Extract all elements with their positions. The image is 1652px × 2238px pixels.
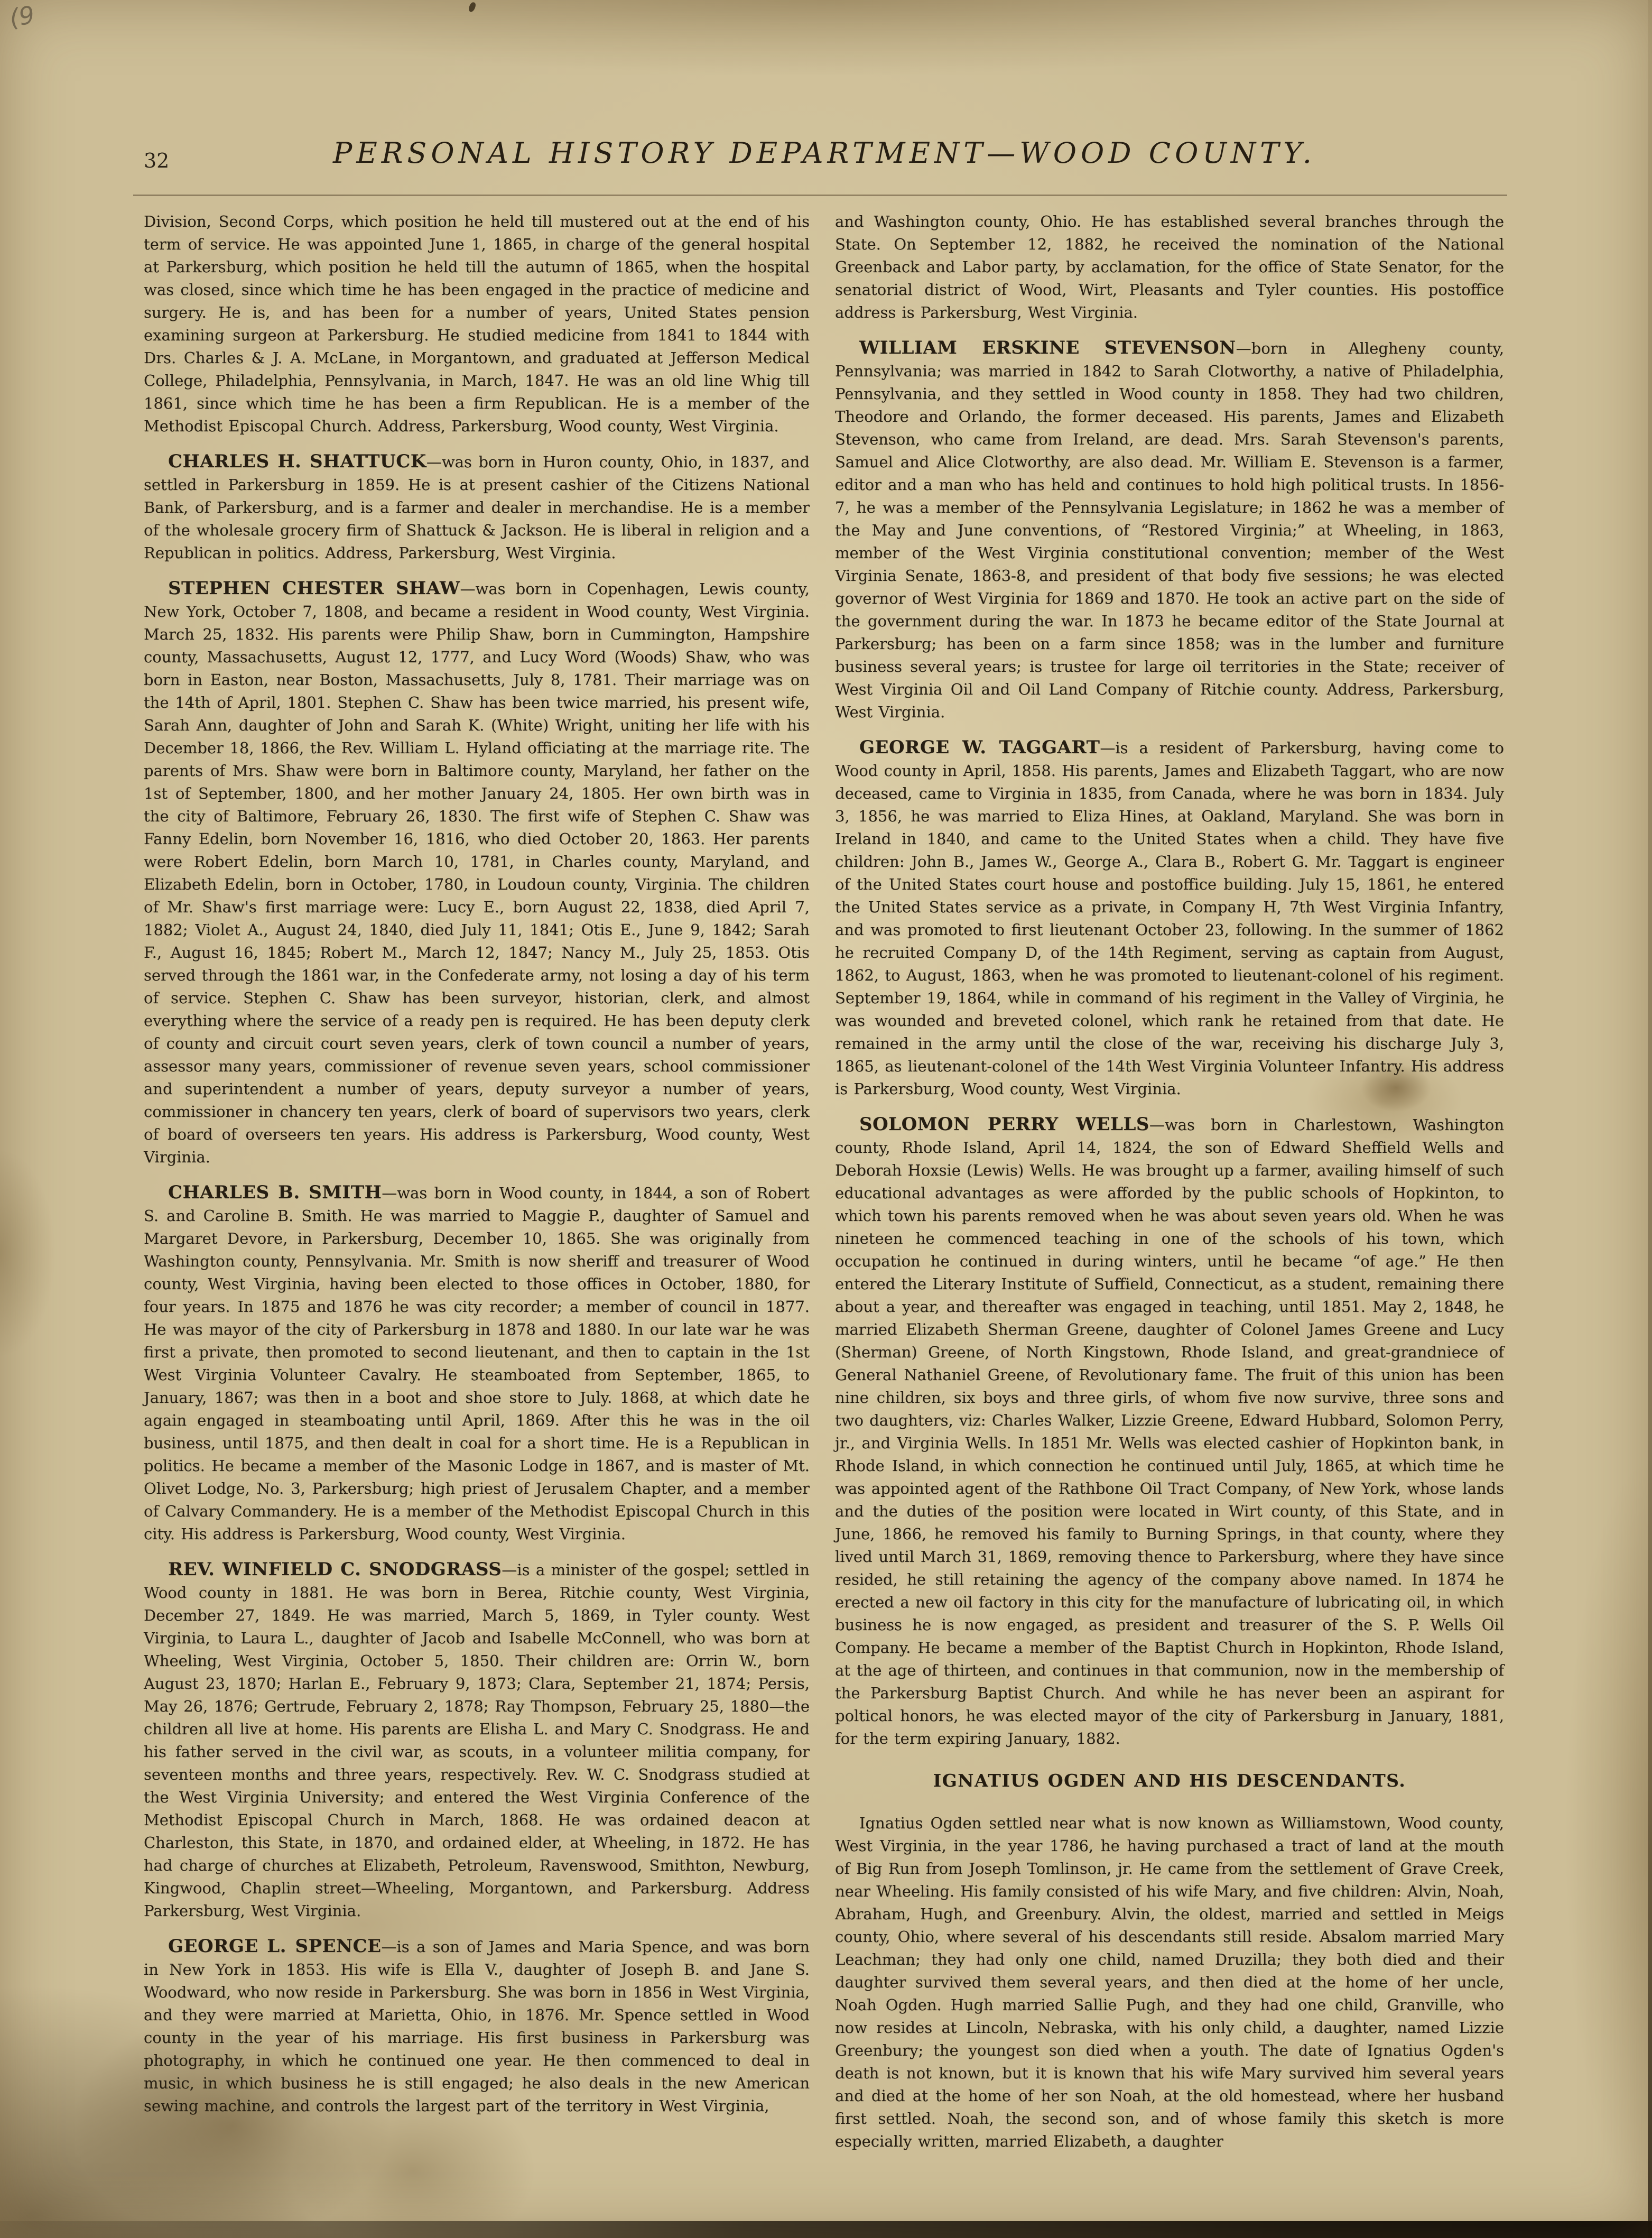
header-rule	[133, 195, 1507, 196]
right-column	[835, 210, 1504, 2166]
entry-name-shattuck: CHARLES H. SHATTUCK	[168, 451, 426, 472]
ink-speck	[468, 2, 476, 13]
bio-entry-spence	[144, 1935, 810, 2117]
entry-text-spence: —is a son of James and Maria Spence, and was born in New York in 1853. His wife is Ella V., daughter of Joseph B. and Jane S. Woodward, who now reside in Parkersburg. She was born in 1856 in West Virginia, and they were married at Marietta, Ohio, in 1876. Mr. Spence settled in Wood county in the year of his marriage. His first business in Parkersburg was photography, in which he continued one year. He then commenced to deal in music, in which business he is still engaged; he also deals in the new American sewing machine, and controls the largest part of the territory in West Virginia,	[144, 1938, 810, 2115]
bio-entry-ogden: Ignatius Ogden settled near what is now known as Williamstown, Wood county, West Virginia, in the year 1786, he having purchased a tract of land at the mouth of Big Run from Joseph Tomlinson, jr. He came from the settlement of Grave Creek, near Wheeling. His family consisted of his wife Mary, and five children: Alvin, Noah, Abraham, Hugh, and Greenbury. Alvin, the oldest, married and settled in Meigs county, Ohio, where several of his descendants still reside. Absalom married Mary Leachman; they had only one child, named Druzilla; they both died and their daughter survived them several years, and then died at the home of her uncle, Noah Ogden. Hugh married Sallie Pugh, and they had one child, Granville, who now resides at Lincoln, Nebraska, with his only child, a daughter, named Lizzie Greenbury; the youngest son died when a youth. The date of Ignatius Ogden's death is not known, but it is known that his wife Mary survived him several years and died at the home of her son Noah, at the old homestead, where her husband first settled. Noah, the second son, and of whose family this sketch is more especially written, married Elizabeth, a daughter	[835, 1814, 1504, 2150]
entry-name-smith: CHARLES B. SMITH	[168, 1182, 382, 1203]
bio-entry-shaw	[144, 577, 810, 1169]
entry-name-stevenson: WILLIAM ERSKINE STEVENSON	[859, 337, 1236, 358]
entry-text-snodgrass: —is a minister of the gospel; settled in Wood county in 1881. He was born in Berea, Ritchie county, West Virginia, December 27, 1849. He was married, March 5, 1869, in Tyler county. West Virginia, to Laura L., daughter of Jacob and Isabelle McConnell, who was born at Wheeling, West Virginia, October 5, 1850. Their children are: Orrin W., born August 23, 1870; Harlan E., February 9, 1873; Clara, September 21, 1874; Persis, May 26, 1876; Gertrude, February 2, 1878; Ray Thompson, February 25, 1880—the children all live at home. His parents are Elisha L. and Mary C. Snodgrass. He and his father served in the civil war, as scouts, in a volunteer militia company, for seventeen months and three years, respectively. Rev. W. C. Snodgrass studied at the West Virginia University; and entered the West Virginia Conference of the Methodist Episcopal Church in March, 1868. He was ordained deacon at Charleston, this State, in 1870, and ordained elder, at Wheeling, in 1872. He has had charge of churches at Elizabeth, Petroleum, Ravenswood, Smithton, Newburg, Kingwood, Chaplin street—Wheeling, Morgantown, and Parkersburg. Address Parkersburg, West Virginia.	[144, 1561, 810, 1920]
bio-entry-wells	[835, 1113, 1504, 1750]
page-title: PERSONAL HISTORY DEPARTMENT—WOOD COUNTY.	[333, 136, 1316, 170]
left-column	[144, 210, 810, 2130]
page-number: 32	[144, 149, 170, 172]
entry-text-taggart: —is a resident of Parkersburg, having come to Wood county in April, 1858. His parents, James and Elizabeth Taggart, who are now deceased, came to Virginia in 1835, from Canada, where he was born in 1834. July 3, 1856, he was married to Eliza Hines, at Oakland, Maryland. She was born in Ireland in 1840, and came to the United States when a child. They have five children: John B., James W., George A., Clara B., Robert G. Mr. Taggart is engineer of the United States court house and postoffice building. July 15, 1861, he entered the United States service as a private, in Company H, 7th West Virginia Infantry, and was promoted to first lieutenant October 23, following. In the summer of 1862 he recruited Company D, of the 14th Regiment, serving as captain from August, 1862, to August, 1863, when he was promoted to lieutenant-colonel of his regiment. September 19, 1864, while in command of his regiment in the Valley of Virginia, he was wounded and breveted colonel, which rank he retained from that date. He remained in the army until the close of the war, receiving his discharge July 3, 1865, as lieutenant-colonel of the 14th West Virginia Volunteer Infantry. His address is Parkersburg, Wood county, West Virginia.	[835, 739, 1504, 1098]
entry-name-taggart: GEORGE W. TAGGART	[859, 737, 1100, 758]
entry-text-shattuck: —was born in Huron county, Ohio, in 1837, and settled in Parkersburg in 1859. He is at present cashier of the Citizens National Bank, of Parkersburg, and is a farmer and dealer in merchandise. He is a member of the wholesale grocery firm of Shattuck & Jackson. He is liberal in religion and a Republican in politics. Address, Parkersburg, West Virginia.	[144, 453, 810, 562]
entry-name-shaw: STEPHEN CHESTER SHAW	[168, 578, 460, 599]
entry-text-smith: —was born in Wood county, in 1844, a son of Robert S. and Caroline B. Smith. He was married to Maggie P., daughter of Samuel and Margaret Devore, in Parkersburg, December 10, 1865. She was originally from Washington county, Pennsylvania. Mr. Smith is now sheriff and treasurer of Wood county, West Virginia, having been elected to those offices in October, 1880, for four years. In 1875 and 1876 he was city recorder; a member of council in 1877. He was mayor of the city of Parkersburg in 1878 and 1880. In our late war he was first a private, then promoted to second lieutenant, and then to captain in the 1st West Virginia Volunteer Cavalry. He steamboated from September, 1865, to January, 1867; was then in a boot and shoe store to July. 1868, at which date he again engaged in steamboating until April, 1869. After this he was in the oil business, until 1875, and then dealt in coal for a short time. He is a Republican in politics. He became a member of the Masonic Lodge in 1867, and is master of Mt. Olivet Lodge, No. 3, Parkersburg; high priest of Jerusalem Chapter, and a member of Calvary Commandery. He is a member of the Methodist Episcopal Church in this city. His address is Parkersburg, Wood county, West Virginia.	[144, 1184, 810, 1543]
scan-edge-bottom	[0, 2221, 1652, 2238]
entry-name-snodgrass: REV. WINFIELD C. SNODGRASS	[168, 1559, 502, 1580]
bio-entry-smith	[144, 1181, 810, 1546]
entry-text-stevenson: —born in Allegheny county, Pennsylvania; was married in 1842 to Sarah Clotworthy, a native of Philadelphia, Pennsylvania, and they settled in Wood county in 1858. They had two children, Theodore and Orlando, the former deceased. His parents, James and Elizabeth Stevenson, who came from Ireland, are dead. Mrs. Sarah Stevenson's parents, Samuel and Alice Clotworthy, are also dead. Mr. William E. Stevenson is a farmer, editor and a man who has held and continues to hold high political trusts. In 1856-7, he was a member of the Pennsylvania Legislature; in 1862 he was a member of the May and June conventions, of “Restored Virginia;” at Wheeling, in 1863, member of the West Virginia constitutional convention; member of the West Virginia Senate, 1863-8, and president of that body five sessions; he was elected governor of West Virginia for 1869 and 1870. He took an active part on the side of the government during the war. In 1873 he became editor of the State Journal at Parkersburg; has been on a farm since 1858; was in the lumber and furniture business several years; is trustee for large oil territories in the State; receiver of West Virginia Oil and Oil Land Company of Ritchie county. Address, Parkersburg, West Virginia.	[835, 339, 1505, 721]
entry-text-wells: —was born in Charlestown, Washington county, Rhode Island, April 14, 1824, the son of Edward Sheffield Wells and Deborah Hoxsie (Lewis) Wells. He was brought up a farmer, availing himself of such educational advantages as were afforded by the public schools of Hopkinton, to which town his parents removed when he was about seven years old. When he was nineteen he commenced teaching in one of the schools of his town, which occupation he continued in during winters, until he became “of age.” He then entered the Literary Institute of Suffield, Connecticut, as a student, remaining there about a year, and thereafter was engaged in teaching, until 1851. May 2, 1848, he married Elizabeth Sherman Greene, daughter of Colonel James Greene and Lucy (Sherman) Greene, of North Kingstown, Rhode Island, and great-grandniece of General Nathaniel Greene, of Revolutionary fame. The fruit of this union has been nine children, six boys and three girls, of whom five now survive, three sons and two daughters, viz: Charles Walker, Lizzie Greene, Edward Hubbard, Solomon Perry, jr., and Virginia Wells. In 1851 Mr. Wells was elected cashier of Hopkinton bank, in Rhode Island, in which connection he continued until July, 1865, at which time he was appointed agent of the Rathbone Oil Tract Company, of New York, whose lands and the duties of the position were located in Wirt county, of this State, and in June, 1866, he removed his family to Burning Springs, in that county, where they lived until March 31, 1869, removing thence to Parkersburg, where they have since resided, he still retaining the agency of the company above named. In 1874 he erected a new oil factory in this city for the manufacture of lubricating oil, in which business he is now engaged, as president and treasurer of the S. P. Wells Oil Company. He became a member of the Baptist Church in Hopkinton, Rhode Island, at the age of thirteen, and continues in that communion, now in the membership of the Parkersburg Baptist Church. And while he has never been an aspirant for poltical honors, he was elected mayor of the city of Parkersburg in January, 1881, for the term expiring January, 1882.	[835, 1116, 1504, 1747]
bio-entry-snodgrass	[144, 1558, 810, 1922]
scan-edge-right	[1648, 0, 1652, 2238]
bio-continuation-left: Division, Second Corps, which position he held till mustered out at the end of his term of service. He was appointed June 1, 1865, in charge of the general hospital at Parkersburg, which position he held till the autumn of 1865, when the hospital was closed, since which time he has been engaged in the practice of medicine and surgery. He is, and has been for a number of years, United States pension examining surgeon at Parkersburg. He studied medicine from 1841 to 1844 with Drs. Charles & J. A. McLane, in Morgantown, and graduated at Jefferson Medical College, Philadelphia, Pennsylvania, in March, 1847. He was an old line Whig till 1861, since which time he has been a firm Republican. He is a member of the Methodist Episcopal Church. Address, Parkersburg, Wood county, West Virginia.	[144, 212, 810, 435]
entry-name-wells: SOLOMON PERRY WELLS	[859, 1114, 1149, 1135]
bio-entry-shattuck	[144, 450, 810, 565]
bio-entry-taggart	[835, 736, 1504, 1100]
bio-entry-stevenson	[835, 337, 1504, 724]
handwritten-mark: (9	[7, 0, 37, 33]
entry-text-shaw: —was born in Copenhagen, Lewis county, New York, October 7, 1808, and became a resident in Wood county, West Virginia. March 25, 1832. His parents were Philip Shaw, born in Cummington, Hampshire county, Massachusetts, August 12, 1777, and Lucy Word (Woods) Shaw, who was born in Easton, near Boston, Massachusetts, July 8, 1781. Their marriage was on the 14th of April, 1801. Stephen C. Shaw has been twice married, his present wife, Sarah Ann, daughter of John and Sarah K. (White) Wright, uniting her life with his December 18, 1866, the Rev. William L. Hyland officiating at the marriage rite. The parents of Mrs. Shaw were born in Baltimore county, Maryland, her father on the 1st of September, 1800, and her mother January 24, 1805. Her own birth was in the city of Baltimore, February 26, 1830. The first wife of Stephen C. Shaw was Fanny Edelin, born November 16, 1816, who died October 20, 1863. Her parents were Robert Edelin, born March 10, 1781, in Charles county, Maryland, and Elizabeth Edelin, born in October, 1780, in Loudoun county, Virginia. The children of Mr. Shaw's first marriage were: Lucy E., born August 22, 1838, died April 7, 1882; Violet A., August 24, 1840, died July 11, 1841; Otis E., June 9, 1842; Sarah F., August 16, 1845; Robert M., March 12, 1847; Nancy M., July 25, 1853. Otis served through the 1861 war, in the Confederate army, not losing a day of his term of service. Stephen C. Shaw has been surveyor, historian, clerk, and almost everything where the service of a ready pen is required. He has been deputy clerk of county and circuit court seven years, clerk of town council a number of years, assessor many years, commissioner of revenue seven years, school commissioner and superintendent a number of years, deputy surveyor a number of years, commissioner in chancery ten years, clerk of board of supervisors two years, clerk of board of overseers ten years. His address is Parkersburg, Wood county, West Virginia.	[144, 580, 810, 1166]
entry-name-spence: GEORGE L. SPENCE	[168, 1936, 382, 1957]
section-heading-ogden: IGNATIUS OGDEN AND HIS DESCENDANTS.	[933, 1770, 1406, 1791]
bio-continuation-right: and Washington county, Ohio. He has established several branches through the State. On September 12, 1882, he received the nomination of the National Greenback and Labor party, by acclamation, for the office of State Senator, for the senatorial district of Wood, Wirt, Pleasants and Tyler counties. His postoffice address is Parkersburg, West Virginia.	[835, 212, 1504, 321]
